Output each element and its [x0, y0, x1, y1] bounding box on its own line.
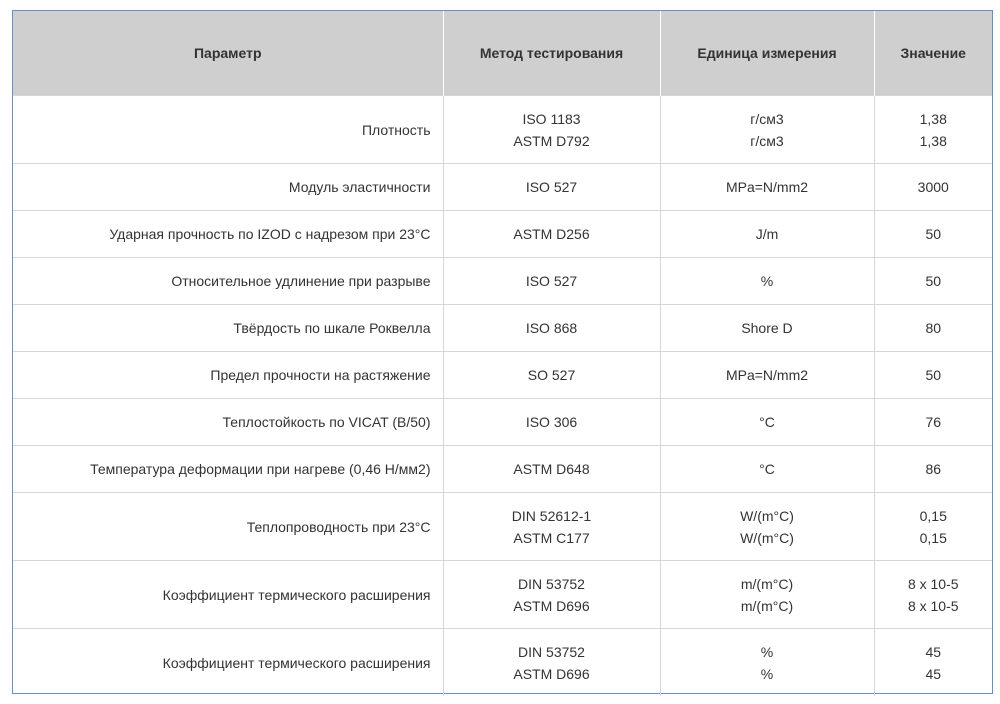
cell-parameter: Относительное удлинение при разрыве — [13, 258, 443, 305]
table-row — [13, 305, 992, 352]
table-row — [13, 96, 992, 164]
cell-value — [874, 561, 992, 629]
cell-value — [874, 493, 992, 561]
cell-value-line: 45 — [925, 665, 942, 682]
cell-method-line: ISO 306 — [525, 414, 578, 430]
cell-unit-line: J/m — [755, 226, 779, 242]
cell-unit-line: m/(m°C) — [740, 575, 794, 592]
cell-method-line: ASTM D696 — [513, 597, 590, 614]
header-parameter: Параметр — [13, 11, 443, 96]
cell-unit-line: г/см3 — [750, 132, 784, 149]
cell-parameter: Температура деформации при нагреве (0,46 Н/мм2) — [13, 446, 443, 493]
cell-value — [874, 164, 992, 211]
cell-value-line: 0,15 — [919, 529, 947, 546]
header-unit: Единица измерения — [660, 11, 874, 96]
cell-method-line: ISO 1183 — [522, 110, 581, 127]
cell-value-line: 86 — [925, 461, 942, 477]
cell-parameter: Коэффициент термического расширения — [13, 629, 443, 697]
cell-value-line: 50 — [925, 367, 942, 383]
cell-method — [443, 305, 660, 352]
cell-parameter: Предел прочности на растяжение — [13, 352, 443, 399]
cell-unit-line: W/(m°C) — [740, 507, 794, 524]
cell-parameter: Плотность — [13, 96, 443, 164]
cell-parameter: Модуль эластичности — [13, 164, 443, 211]
cell-parameter: Ударная прочность по IZOD с надрезом при 23°C — [13, 211, 443, 258]
cell-unit — [660, 305, 874, 352]
cell-method-line: ASTM D256 — [513, 226, 590, 242]
cell-value — [874, 211, 992, 258]
cell-unit-line: °C — [759, 461, 775, 477]
cell-method — [443, 96, 660, 164]
cell-unit — [660, 561, 874, 629]
cell-method — [443, 211, 660, 258]
cell-value-line: 1,38 — [919, 110, 947, 127]
cell-method-line: ISO 868 — [525, 320, 578, 336]
cell-unit — [660, 96, 874, 164]
table-row — [13, 493, 992, 561]
cell-method-line: DIN 53752 — [518, 575, 585, 592]
cell-unit-line: °C — [759, 414, 775, 430]
cell-unit — [660, 258, 874, 305]
header-row — [13, 11, 992, 96]
cell-unit-line: W/(m°C) — [740, 529, 794, 546]
cell-method-line: ASTM D792 — [513, 132, 590, 149]
cell-method — [443, 352, 660, 399]
cell-method-line: DIN 52612-1 — [511, 507, 592, 524]
table-row — [13, 352, 992, 399]
cell-value — [874, 96, 992, 164]
cell-value-line: 80 — [925, 320, 942, 336]
cell-value-line: 45 — [925, 643, 942, 660]
table-header — [13, 11, 992, 96]
cell-unit-line: m/(m°C) — [740, 597, 794, 614]
cell-method — [443, 446, 660, 493]
cell-unit-line: г/см3 — [750, 110, 784, 127]
table-row — [13, 629, 992, 697]
header-value: Значение — [874, 11, 992, 96]
table-row — [13, 258, 992, 305]
cell-unit-line: % — [760, 643, 774, 660]
cell-unit — [660, 446, 874, 493]
cell-method-line: ASTM D696 — [513, 665, 590, 682]
cell-value — [874, 399, 992, 446]
cell-unit-line: MPa=N/mm2 — [725, 367, 809, 383]
cell-value-line: 0,15 — [919, 507, 947, 524]
cell-parameter: Твёрдость по шкале Роквелла — [13, 305, 443, 352]
cell-value-line: 50 — [925, 226, 942, 242]
table-row — [13, 211, 992, 258]
cell-unit — [660, 629, 874, 697]
cell-method-line: ASTM D648 — [513, 461, 590, 477]
cell-parameter: Теплостойкость по VICAT (B/50) — [13, 399, 443, 446]
cell-method — [443, 561, 660, 629]
cell-value-line: 3000 — [917, 179, 949, 195]
cell-unit-line: % — [760, 273, 774, 289]
cell-method-line: DIN 53752 — [518, 643, 585, 660]
table-row — [13, 164, 992, 211]
cell-unit-line: Shore D — [741, 320, 793, 336]
cell-value — [874, 629, 992, 697]
cell-method — [443, 629, 660, 697]
cell-value-line: 76 — [925, 414, 942, 430]
cell-value — [874, 305, 992, 352]
cell-value — [874, 258, 992, 305]
cell-method — [443, 493, 660, 561]
properties-table — [13, 11, 992, 696]
cell-value-line: 8 x 10-5 — [907, 597, 959, 614]
cell-method — [443, 399, 660, 446]
cell-unit-line: MPa=N/mm2 — [725, 179, 809, 195]
cell-value-line: 8 x 10-5 — [907, 575, 959, 592]
cell-method-line: ISO 527 — [525, 273, 578, 289]
properties-table-frame — [12, 10, 993, 694]
cell-value-line: 50 — [925, 273, 942, 289]
cell-value-line: 1,38 — [919, 132, 947, 149]
header-method: Метод тестирования — [443, 11, 660, 96]
table-row — [13, 399, 992, 446]
cell-method-line: ISO 527 — [525, 179, 578, 195]
cell-method-line: ASTM C177 — [513, 529, 590, 546]
cell-unit-line: % — [760, 665, 774, 682]
cell-value — [874, 446, 992, 493]
cell-method — [443, 164, 660, 211]
cell-unit — [660, 211, 874, 258]
table-body — [13, 96, 992, 697]
cell-value — [874, 352, 992, 399]
cell-unit — [660, 399, 874, 446]
cell-method — [443, 258, 660, 305]
cell-method-line: SO 527 — [527, 367, 576, 383]
table-row — [13, 446, 992, 493]
cell-unit — [660, 493, 874, 561]
cell-unit — [660, 352, 874, 399]
cell-parameter: Теплопроводность при 23°C — [13, 493, 443, 561]
cell-parameter: Коэффициент термического расширения — [13, 561, 443, 629]
cell-unit — [660, 164, 874, 211]
table-row — [13, 561, 992, 629]
